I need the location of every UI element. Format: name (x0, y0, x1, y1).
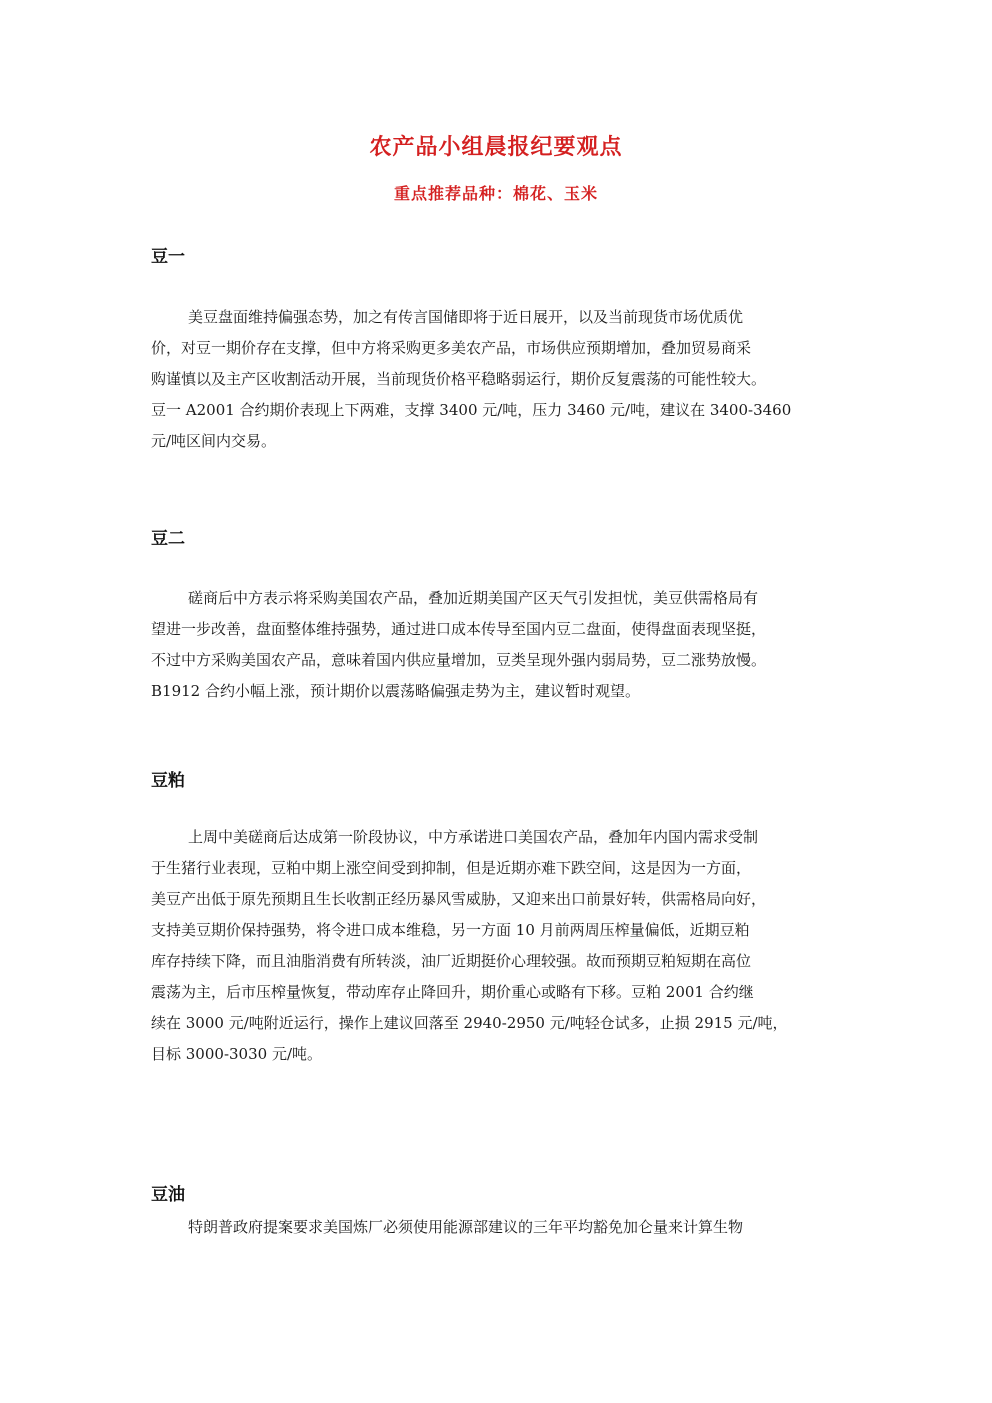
section-heading-doupo: 豆粕 (151, 771, 185, 791)
paragraph-line: 库存持续下降，而且油脂消费有所转淡，油厂近期挺价心理较强。故而预期豆粕短期在高位 (151, 952, 752, 970)
paragraph-line: B1912 合约小幅上涨，预计期价以震荡略偏强走势为主，建议暂时观望。 (151, 682, 640, 700)
paragraph-line: 购谨慎以及主产区收割活动开展，当前现货价格平稳略弱运行，期价反复震荡的可能性较大。 (151, 370, 767, 388)
paragraph-line: 续在 3000 元/吨附近运行，操作上建议回落至 2940-2950 元/吨轻仓试多，止损 2915 元/吨， (151, 1014, 788, 1032)
section-body-douyou (151, 1212, 841, 1243)
paragraph-line: 不过中方采购美国农产品，意味着国内供应量增加，豆类呈现外强内弱局势，豆二涨势放慢。 (151, 651, 767, 669)
paragraph-line: 支持美豆期价保持强势，将令进口成本维稳，另一方面 10 月前两周压榨量偏低，近期豆粕 (151, 921, 750, 939)
paragraph-line: 震荡为主，后市压榨量恢复，带动库存止降回升，期价重心或略有下移。豆粕 2001 合约继 (151, 983, 754, 1001)
paragraph-line: 美豆盘面维持偏强态势，加之有传言国储即将于近日展开，以及当前现货市场优质优 (188, 308, 744, 326)
paragraph-line: 价，对豆一期价存在支撑，但中方将采购更多美农产品，市场供应预期增加，叠加贸易商采 (151, 339, 752, 357)
section-body-douyi (151, 302, 841, 457)
paragraph-line: 磋商后中方表示将采购美国农产品，叠加近期美国产区天气引发担忧，美豆供需格局有 (188, 589, 759, 607)
section-heading-douyi: 豆一 (151, 247, 185, 267)
paragraph-line: 特朗普政府提案要求美国炼厂必须使用能源部建议的三年平均豁免加仑量来计算生物 (188, 1218, 744, 1236)
document-title: 农产品小组晨报纪要观点 (369, 135, 623, 160)
paragraph-line: 元/吨区间内交易。 (151, 432, 277, 450)
paragraph-line: 上周中美磋商后达成第一阶段协议，中方承诺进口美国农产品，叠加年内国内需求受制 (188, 828, 759, 846)
section-body-doupo (151, 822, 841, 1070)
paragraph-line: 于生猪行业表现，豆粕中期上涨空间受到抑制，但是近期亦难下跌空间，这是因为一方面， (151, 859, 752, 877)
section-body-douer (151, 583, 841, 707)
paragraph-line: 美豆产出低于原先预期且生长收割正经历暴风雪威胁，又迎来出口前景好转，供需格局向好， (151, 890, 767, 908)
section-heading-douer: 豆二 (151, 529, 185, 549)
paragraph-line: 豆一 A2001 合约期价表现上下两难，支撑 3400 元/吨，压力 3460 元/吨，建议在 3400-3460 (151, 401, 792, 419)
document-subtitle: 重点推荐品种：棉花、玉米 (393, 184, 598, 203)
section-heading-douyou: 豆油 (151, 1185, 185, 1205)
paragraph-line: 望进一步改善，盘面整体维持强势，通过进口成本传导至国内豆二盘面，使得盘面表现坚挺， (151, 620, 767, 638)
paragraph-line: 目标 3000-3030 元/吨。 (151, 1045, 323, 1063)
